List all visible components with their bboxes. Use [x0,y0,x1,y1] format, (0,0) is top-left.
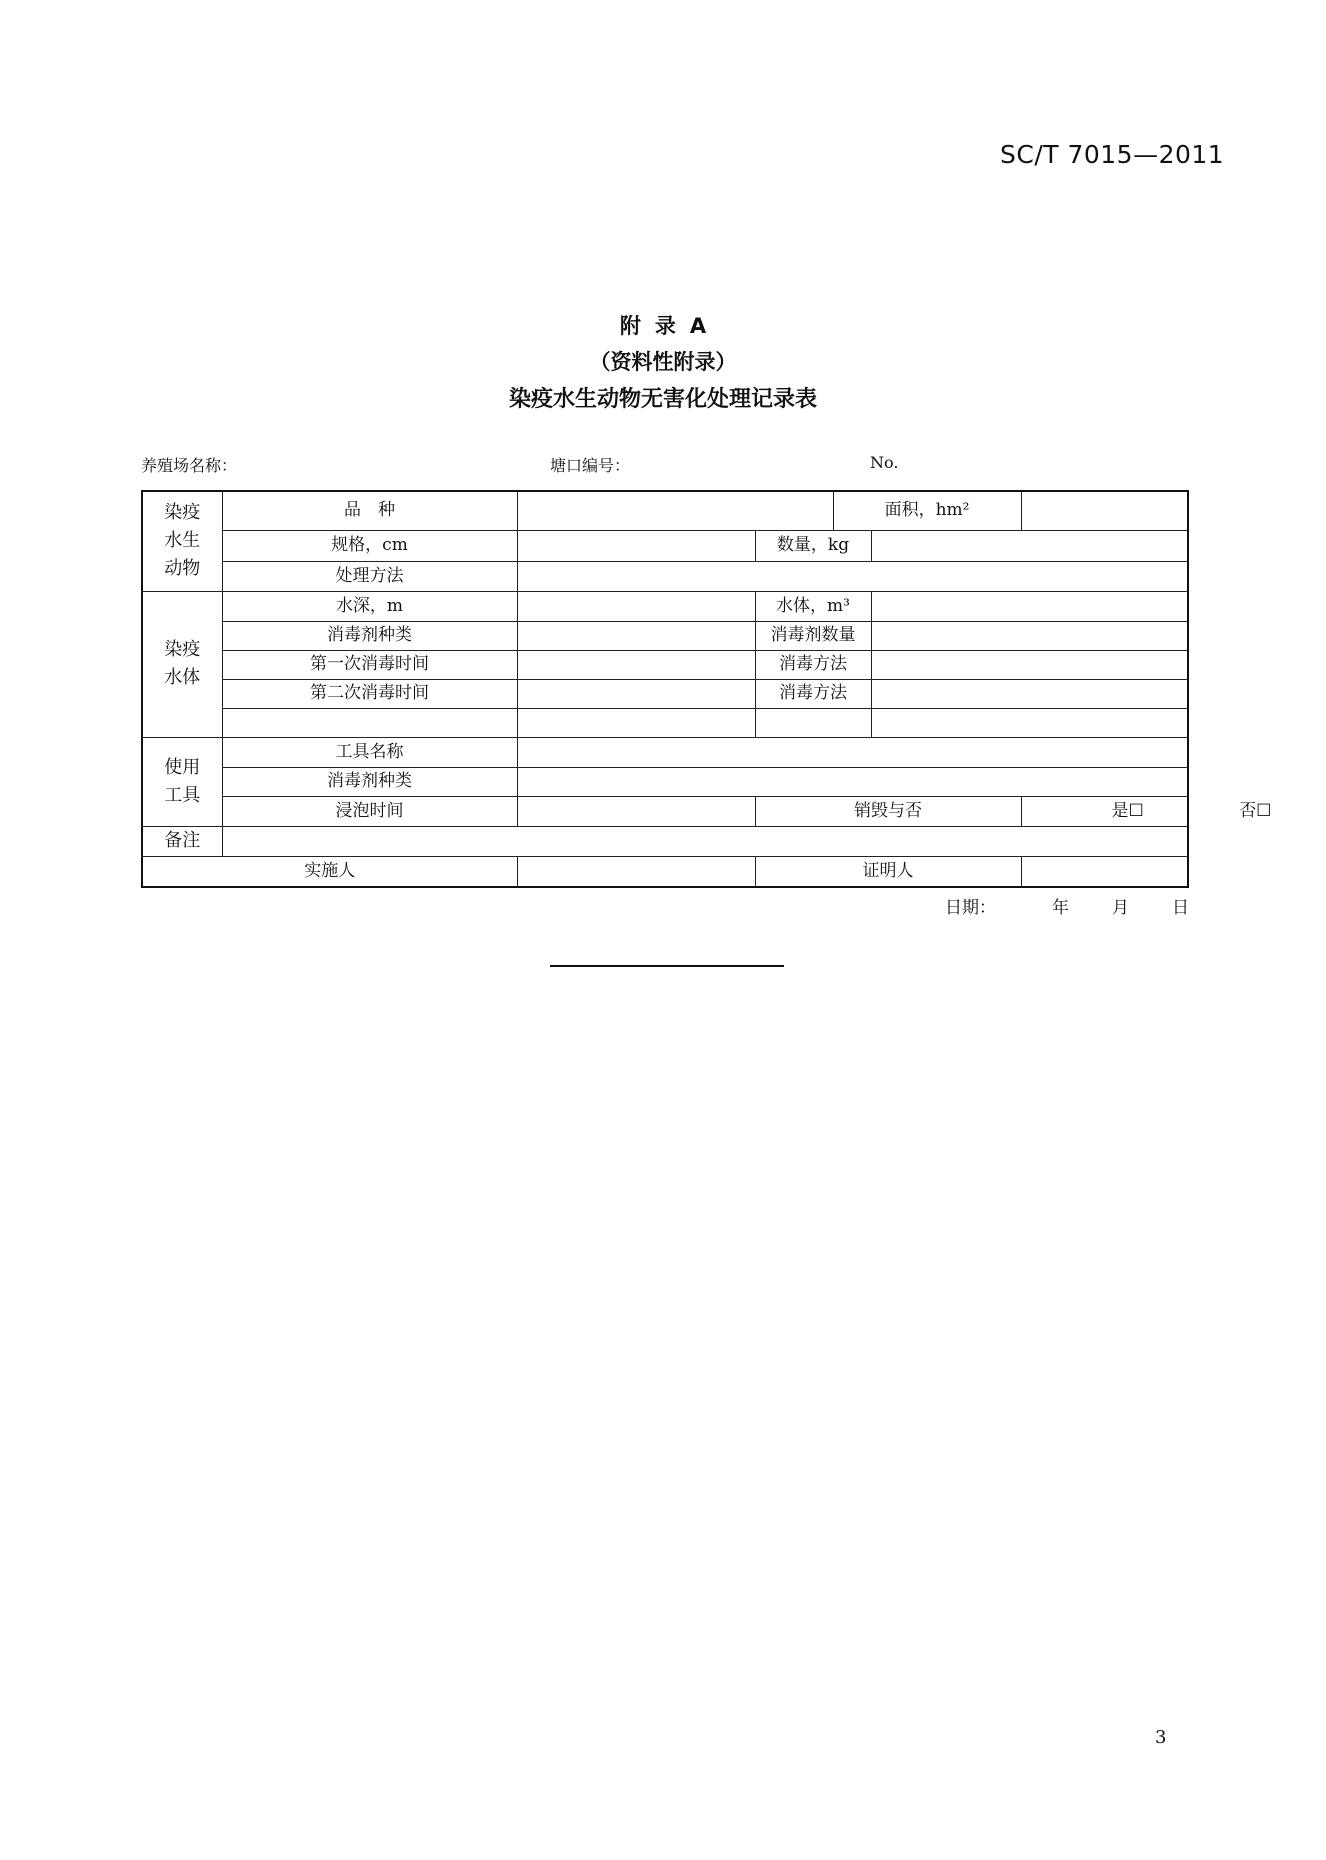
table-row [142,826,1188,856]
disinfectant-amount-value[interactable] [871,621,1188,650]
remarks-label: 备注 [142,826,222,856]
destroy-label: 销毁与否 [755,796,1021,826]
volume-value[interactable] [871,591,1188,621]
pond-number-label: 塘口编号： [550,456,631,475]
table-row [142,621,1188,650]
farm-name-label: 养殖场名称： [141,456,238,475]
quantity-label: 数量，kg [755,530,871,561]
extra-value-cell-2[interactable] [871,708,1188,737]
area-label: 面积，hm² [833,491,1021,530]
annex-title: 附录A [619,314,721,338]
witness-label: 证明人 [755,856,1021,887]
tool-disinfectant-label: 消毒剂种类 [222,767,517,796]
disinfectant-type-value[interactable] [517,621,755,650]
disinfection-method-1-label: 消毒方法 [755,650,871,679]
destroy-yes-checkbox[interactable]: 是☐ [1111,800,1144,821]
quantity-value[interactable] [871,530,1188,561]
size-value[interactable] [517,530,755,561]
disinfectant-amount-label: 消毒剂数量 [755,621,871,650]
tool-name-label: 工具名称 [222,737,517,767]
tool-disinfectant-value[interactable] [517,767,1188,796]
volume-label: 水体，m³ [755,591,871,621]
method-value[interactable] [517,561,1188,591]
extra-label-cell-2[interactable] [755,708,871,737]
soak-time-value[interactable] [517,796,755,826]
variety-label: 品 种 [222,491,517,530]
soak-time-label: 浸泡时间 [222,796,517,826]
date-month: 月 [1112,898,1129,918]
variety-value[interactable] [517,491,833,530]
extra-value-cell[interactable] [517,708,755,737]
destroy-options[interactable] [1021,796,1272,826]
disinfectant-type-label: 消毒剂种类 [222,621,517,650]
table-row [142,856,1188,887]
table-row [142,679,1188,708]
standard-number: SC/T 7015—2011 [1000,140,1225,169]
disposal-record-table [141,490,1272,888]
depth-value[interactable] [517,591,755,621]
record-number-label: No. [870,453,899,472]
extra-label-cell[interactable] [222,708,517,737]
date-year: 年 [1052,898,1069,918]
date-day: 日 [1172,898,1189,918]
table-row [142,737,1188,767]
implementer-value[interactable] [517,856,755,887]
disinfection-method-2-value[interactable] [871,679,1188,708]
group-tools-used: 使用 工具 [142,737,222,826]
table-row [142,491,1188,530]
table-row [142,591,1188,621]
date-label: 日期： [945,898,996,918]
annex-nature: （资料性附录） [589,350,737,374]
tool-name-value[interactable] [517,737,1188,767]
group-infected-water: 染疫 水体 [142,591,222,737]
first-disinfection-time-label: 第一次消毒时间 [222,650,517,679]
implementer-label: 实施人 [142,856,517,887]
form-title: 染疫水生动物无害化处理记录表 [508,387,817,412]
second-disinfection-time-label: 第二次消毒时间 [222,679,517,708]
method-label: 处理方法 [222,561,517,591]
second-disinfection-time-value[interactable] [517,679,755,708]
area-value[interactable] [1021,491,1188,530]
page-number: 3 [1155,1727,1167,1748]
table-row [142,530,1188,561]
table-row [142,708,1188,737]
first-disinfection-time-value[interactable] [517,650,755,679]
table-row [142,767,1188,796]
table-row [142,796,1188,826]
destroy-no-checkbox[interactable]: 否☐ [1239,800,1272,821]
group-infected-animals: 染疫 水生 动物 [142,491,222,591]
disinfection-method-2-label: 消毒方法 [755,679,871,708]
size-label: 规格，cm [222,530,517,561]
table-row [142,561,1188,591]
disinfection-method-1-value[interactable] [871,650,1188,679]
table-row [142,650,1188,679]
end-rule [550,965,784,967]
depth-label: 水深，m [222,591,517,621]
witness-value[interactable] [1021,856,1188,887]
remarks-value[interactable] [222,826,1188,856]
